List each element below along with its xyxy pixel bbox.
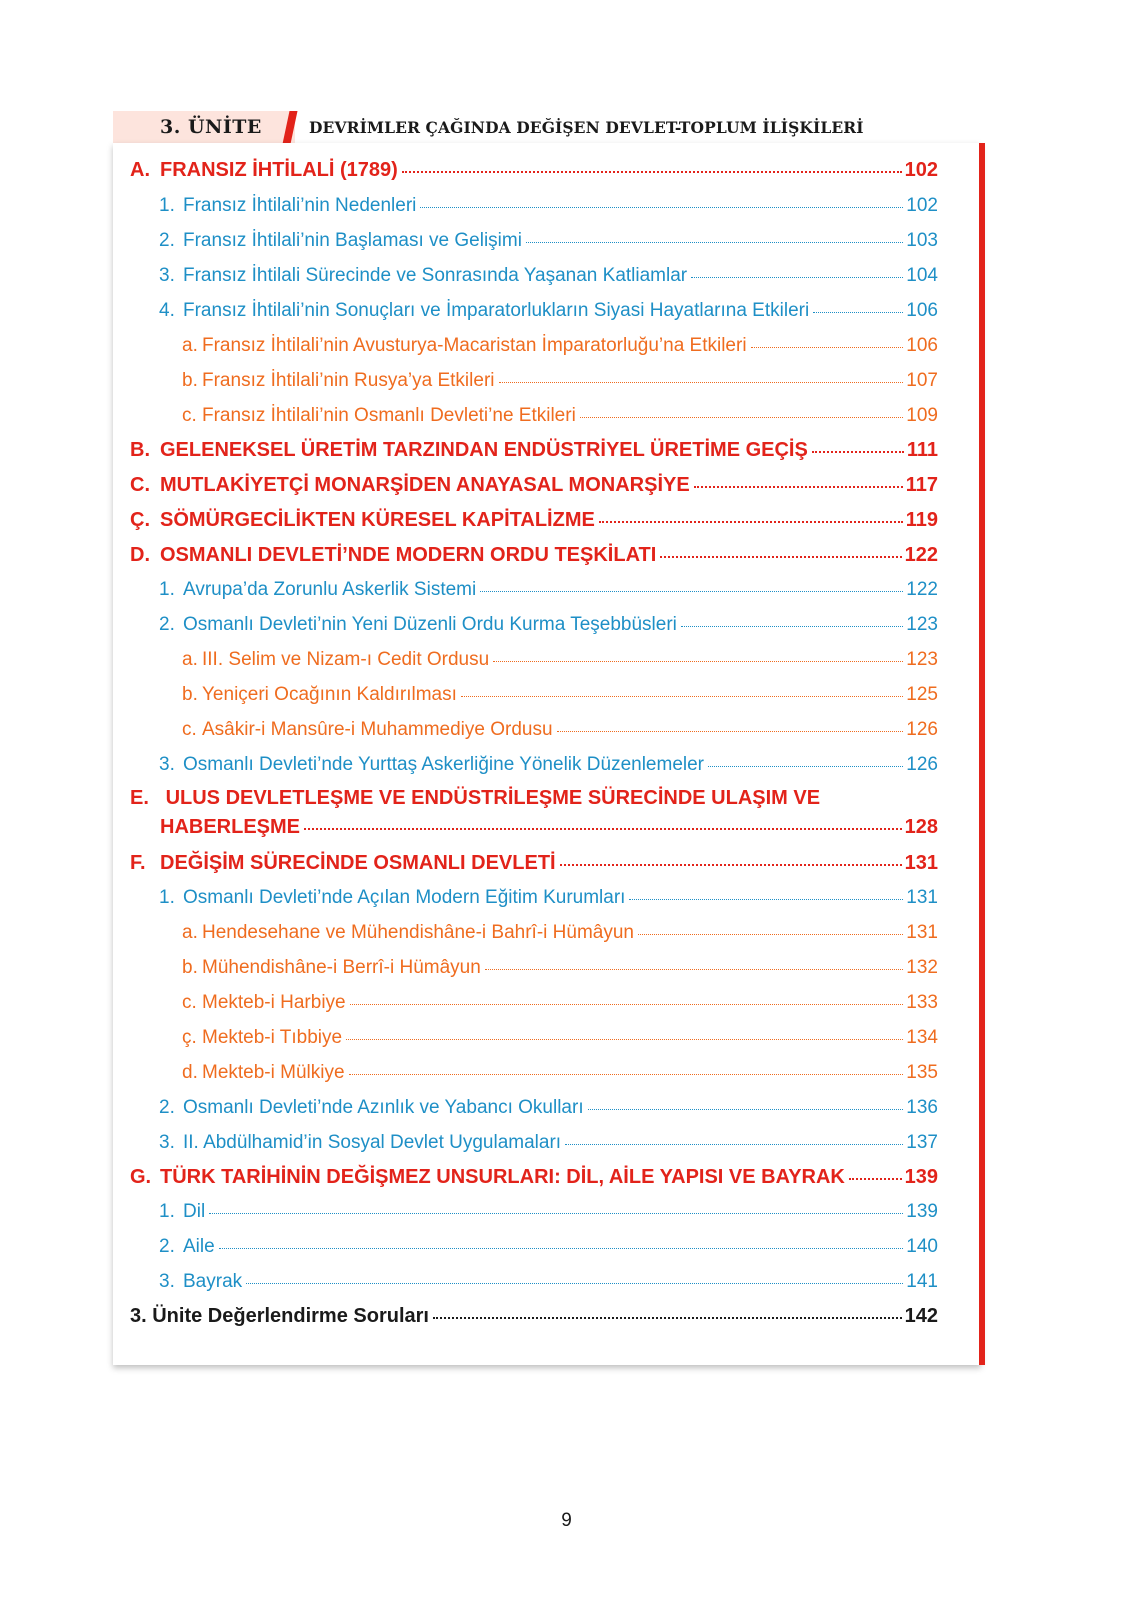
toc-page: 117 bbox=[905, 474, 938, 496]
toc-marker: ç. bbox=[182, 1027, 197, 1048]
page-number: 9 bbox=[561, 1510, 572, 1531]
toc-leader bbox=[812, 451, 904, 453]
toc-entry[interactable] bbox=[159, 887, 938, 909]
toc-marker: c. bbox=[182, 992, 197, 1013]
toc-leader bbox=[708, 766, 903, 767]
toc-leader bbox=[565, 1144, 903, 1145]
toc-marker: c. bbox=[182, 405, 197, 426]
toc-marker: D. bbox=[130, 544, 150, 566]
toc-title: II. Abdülhamid’in Sosyal Devlet Uygulamaları bbox=[183, 1132, 562, 1153]
toc-entry[interactable] bbox=[159, 1236, 938, 1258]
toc-page: 125 bbox=[906, 684, 938, 705]
toc-title: Asâkir-i Mansûre-i Muhammediye Ordusu bbox=[202, 719, 553, 740]
toc-marker: G. bbox=[130, 1166, 152, 1188]
toc-page: 109 bbox=[906, 405, 938, 426]
toc-marker: b. bbox=[182, 957, 198, 978]
toc-page: 106 bbox=[906, 335, 938, 356]
toc-title: Osmanlı Devleti’nde Açılan Modern Eğitim Kurumları bbox=[183, 887, 626, 908]
toc-title: SÖMÜRGECİLİKTEN KÜRESEL KAPİTALİZME bbox=[160, 509, 595, 531]
toc-entry[interactable] bbox=[130, 1305, 938, 1328]
toc-entry[interactable] bbox=[159, 579, 938, 601]
toc-page: 131 bbox=[906, 887, 938, 908]
toc-leader bbox=[433, 1317, 902, 1319]
toc-page: 131 bbox=[904, 852, 938, 874]
toc-page: 106 bbox=[906, 300, 938, 321]
toc-leader bbox=[480, 591, 903, 592]
toc-page: 102 bbox=[906, 195, 938, 216]
toc-entry[interactable] bbox=[159, 1097, 938, 1119]
toc-leader bbox=[246, 1283, 903, 1284]
toc-leader bbox=[681, 626, 903, 627]
toc-entry[interactable] bbox=[182, 649, 938, 671]
toc-page: 139 bbox=[904, 1166, 938, 1188]
toc-entry[interactable] bbox=[159, 300, 938, 322]
toc-leader bbox=[402, 171, 902, 173]
toc-title: Mekteb-i Tıbbiye bbox=[202, 1027, 343, 1048]
toc-entry[interactable] bbox=[182, 719, 938, 741]
toc-page: 137 bbox=[906, 1132, 938, 1153]
toc-page: 104 bbox=[906, 265, 938, 286]
toc-entry[interactable] bbox=[159, 614, 938, 636]
toc-marker: 1. bbox=[159, 1201, 175, 1222]
toc-title: Fransız İhtilali Sürecinde ve Sonrasında Yaşanan Katliamlar bbox=[183, 265, 688, 286]
toc-leader bbox=[849, 1178, 902, 1180]
toc-title: Osmanlı Devleti’nde Azınlık ve Yabancı Okulları bbox=[183, 1097, 584, 1118]
toc-entry[interactable] bbox=[182, 957, 938, 979]
toc-entry[interactable] bbox=[130, 544, 938, 567]
toc-entry[interactable] bbox=[159, 1132, 938, 1154]
toc-entry[interactable] bbox=[182, 335, 938, 357]
toc-marker: 2. bbox=[159, 1236, 175, 1257]
toc-marker: 1. bbox=[159, 887, 175, 908]
toc-marker: 2. bbox=[159, 614, 175, 635]
toc-marker: c. bbox=[182, 719, 197, 740]
toc-title: TÜRK TARİHİNİN DEĞİŞMEZ UNSURLARI: DİL, AİLE YAPISI VE BAYRAK bbox=[160, 1166, 845, 1188]
toc-leader bbox=[751, 347, 904, 348]
toc-page: 111 bbox=[906, 439, 938, 461]
toc-marker: 3. bbox=[159, 754, 175, 775]
toc-entry[interactable] bbox=[182, 1027, 938, 1049]
toc-title: Fransız İhtilali’nin Rusya’ya Etkileri bbox=[202, 370, 495, 391]
toc-leader bbox=[219, 1248, 904, 1249]
toc-entry[interactable] bbox=[130, 159, 938, 182]
toc-entry[interactable] bbox=[130, 1166, 938, 1189]
toc-leader bbox=[638, 934, 903, 935]
toc-title: Mekteb-i Harbiye bbox=[202, 992, 346, 1013]
toc-leader bbox=[420, 207, 903, 208]
toc-marker: a. bbox=[182, 335, 198, 356]
toc-entry[interactable] bbox=[130, 852, 938, 875]
toc-entry[interactable] bbox=[182, 922, 938, 944]
toc-title: FRANSIZ İHTİLALİ (1789) bbox=[160, 159, 398, 181]
toc-marker: A. bbox=[130, 159, 150, 181]
toc-page: 119 bbox=[905, 509, 938, 531]
unit-title: DEVRİMLER ÇAĞINDA DEĞİŞEN DEVLET-TOPLUM İLİŞKİLERİ bbox=[309, 118, 864, 137]
toc-page: 123 bbox=[906, 614, 938, 635]
toc-page: 102 bbox=[904, 159, 938, 181]
toc-leader bbox=[349, 1074, 904, 1075]
toc-entry[interactable] bbox=[182, 992, 938, 1014]
toc-page: 122 bbox=[906, 579, 938, 600]
toc-marker: a. bbox=[182, 649, 198, 670]
toc-marker: 3. bbox=[159, 1271, 175, 1292]
toc-entry[interactable] bbox=[159, 1271, 938, 1293]
toc-marker: F. bbox=[130, 852, 146, 874]
toc-entry[interactable] bbox=[159, 754, 938, 776]
toc-page: 142 bbox=[904, 1305, 938, 1327]
toc-page: 134 bbox=[906, 1027, 938, 1048]
toc-marker: B. bbox=[130, 439, 150, 461]
toc-marker: 3. bbox=[159, 265, 175, 286]
toc-title: Osmanlı Devleti’nin Yeni Düzenli Ordu Kurma Teşebbüsleri bbox=[183, 614, 677, 635]
toc-marker: a. bbox=[182, 922, 198, 943]
toc-entry-line1[interactable] bbox=[130, 787, 820, 810]
toc-page: 136 bbox=[906, 1097, 938, 1118]
toc-marker: b. bbox=[182, 370, 198, 391]
toc-leader bbox=[588, 1109, 904, 1110]
toc-marker: 3. bbox=[159, 1132, 175, 1153]
toc-title: ULUS DEVLETLEŞME VE ENDÜSTRİLEŞME SÜRECİNDE ULAŞIM VE bbox=[165, 787, 821, 809]
toc-entry[interactable] bbox=[182, 684, 938, 706]
toc-title: Mühendishâne-i Berrî-i Hümâyun bbox=[202, 957, 481, 978]
toc-entry[interactable] bbox=[159, 265, 938, 287]
toc-entry[interactable] bbox=[130, 439, 938, 462]
toc-leader bbox=[209, 1213, 903, 1214]
toc-title: Osmanlı Devleti’nde Yurttaş Askerliğine Yönelik Düzenlemeler bbox=[183, 754, 705, 775]
toc-title: Fransız İhtilali’nin Başlaması ve Gelişimi bbox=[183, 230, 522, 251]
toc-title: Mekteb-i Mülkiye bbox=[202, 1062, 345, 1083]
toc-title: Hendesehane ve Mühendishâne-i Bahrî-i Hümâyun bbox=[202, 922, 634, 943]
toc-marker: Ç. bbox=[130, 509, 150, 531]
toc-page: 139 bbox=[906, 1201, 938, 1222]
toc-marker: 1. bbox=[159, 195, 175, 216]
toc-page: 122 bbox=[904, 544, 938, 566]
toc-title: GELENEKSEL ÜRETİM TARZINDAN ENDÜSTRİYEL ÜRETİME GEÇİŞ bbox=[160, 439, 808, 461]
toc-title: 3. Ünite Değerlendirme Soruları bbox=[130, 1305, 429, 1327]
toc-title: MUTLAKİYETÇİ MONARŞİDEN ANAYASAL MONARŞİYE bbox=[160, 474, 690, 496]
toc-title: OSMANLI DEVLETİ’NDE MODERN ORDU TEŞKİLATI bbox=[160, 544, 657, 566]
toc-leader bbox=[499, 382, 904, 383]
toc-marker: 2. bbox=[159, 230, 175, 251]
toc-marker: 4. bbox=[159, 300, 175, 321]
toc-title: Aile bbox=[183, 1236, 215, 1257]
toc-page: 107 bbox=[906, 370, 938, 391]
toc-entry[interactable] bbox=[159, 195, 938, 217]
toc-title: Fransız İhtilali’nin Avusturya-Macaristan İmparatorluğu’na Etkileri bbox=[202, 335, 747, 356]
toc-title: Yeniçeri Ocağının Kaldırılması bbox=[202, 684, 457, 705]
toc-page: 141 bbox=[906, 1271, 938, 1292]
toc-entry[interactable] bbox=[160, 816, 938, 839]
toc-title: DEĞİŞİM SÜRECİNDE OSMANLI DEVLETİ bbox=[160, 852, 556, 874]
toc-title: Dil bbox=[183, 1201, 206, 1222]
toc-page: 131 bbox=[906, 922, 938, 943]
toc-marker: 1. bbox=[159, 579, 175, 600]
toc-page: 140 bbox=[906, 1236, 938, 1257]
toc-title: Fransız İhtilali’nin Sonuçları ve İmparatorlukların Siyasi Hayatlarına Etkileri bbox=[183, 300, 810, 321]
toc-marker: E. bbox=[130, 787, 149, 809]
toc-marker: b. bbox=[182, 684, 198, 705]
toc-marker: C. bbox=[130, 474, 150, 496]
toc-page: 126 bbox=[906, 719, 938, 740]
toc-marker: d. bbox=[182, 1062, 198, 1083]
toc-entry[interactable] bbox=[182, 405, 938, 427]
unit-label: 3. ÜNİTE bbox=[160, 116, 262, 138]
toc-leader bbox=[557, 731, 904, 732]
toc-title: Fransız İhtilali’nin Nedenleri bbox=[183, 195, 417, 216]
toc-page: 132 bbox=[906, 957, 938, 978]
toc-leader bbox=[660, 556, 901, 558]
toc-leader bbox=[526, 242, 903, 243]
toc-entry[interactable] bbox=[130, 509, 938, 532]
toc-page: 128 bbox=[904, 816, 938, 838]
toc-leader bbox=[599, 521, 903, 523]
toc-page: 135 bbox=[906, 1062, 938, 1083]
toc-page: 123 bbox=[906, 649, 938, 670]
toc-page: 126 bbox=[906, 754, 938, 775]
toc-title: Bayrak bbox=[183, 1271, 243, 1292]
toc-page: 103 bbox=[906, 230, 938, 251]
toc-page: 133 bbox=[906, 992, 938, 1013]
toc-leader bbox=[461, 696, 903, 697]
toc-leader bbox=[350, 1004, 904, 1005]
toc-leader bbox=[813, 312, 903, 313]
toc-marker: 2. bbox=[159, 1097, 175, 1118]
toc-entry[interactable] bbox=[182, 370, 938, 392]
toc-title: HABERLEŞME bbox=[160, 816, 301, 838]
toc-accent-bar bbox=[979, 143, 985, 1365]
toc-leader bbox=[694, 486, 903, 488]
toc-title: III. Selim ve Nizam-ı Cedit Ordusu bbox=[202, 649, 490, 670]
toc-entry[interactable] bbox=[182, 1062, 938, 1084]
toc-entry[interactable] bbox=[130, 474, 938, 497]
toc-title: Avrupa’da Zorunlu Askerlik Sistemi bbox=[183, 579, 477, 600]
toc-title: Fransız İhtilali’nin Osmanlı Devleti’ne Etkileri bbox=[202, 405, 576, 426]
toc-entry[interactable] bbox=[159, 1201, 938, 1223]
toc-leader bbox=[580, 417, 904, 418]
toc-leader bbox=[304, 828, 902, 830]
toc-leader bbox=[629, 899, 903, 900]
toc-leader bbox=[691, 277, 903, 278]
toc-entry[interactable] bbox=[159, 230, 938, 252]
toc-leader bbox=[346, 1039, 903, 1040]
toc-leader bbox=[560, 864, 902, 866]
toc-leader bbox=[485, 969, 904, 970]
toc-leader bbox=[493, 661, 903, 662]
